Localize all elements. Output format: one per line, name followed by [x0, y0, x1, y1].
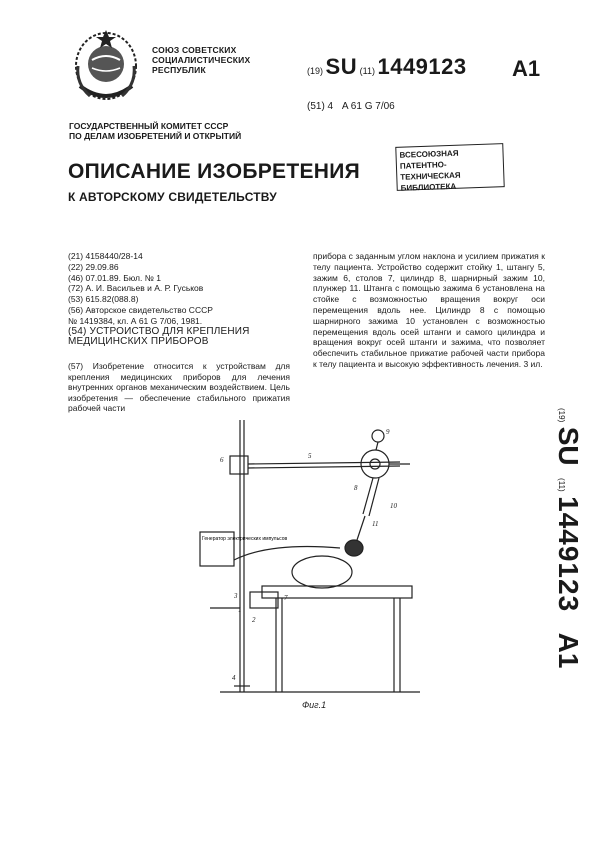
patent-number: 1449123: [377, 54, 467, 79]
callout-5: 5: [308, 452, 312, 460]
kind-code: A1: [512, 56, 541, 81]
bib-line: (72) А. И. Васильев и А. Р. Гуськов: [68, 283, 204, 294]
ipc-class: A 61 G 7/06: [341, 101, 395, 112]
callout-7: 7: [284, 594, 288, 602]
side-prefix: (19): [557, 408, 566, 423]
figure-caption: Фиг.1: [302, 700, 327, 710]
callout-11: 11: [372, 520, 379, 528]
side-mid: (11): [557, 478, 566, 492]
ipc-classification: [307, 101, 395, 112]
stamp-line: ПАТЕНТНО-ТЕХНИЧЕСКАЯ: [399, 160, 461, 182]
committee-line: ГОСУДАРСТВЕННЫЙ КОМИТЕТ СССР: [69, 121, 229, 131]
pub-prefix: (19): [307, 66, 324, 76]
org-line: СОЦИАЛИСТИЧЕСКИХ: [152, 55, 251, 65]
callout-6: 6: [220, 456, 224, 464]
pub-mid: (11): [359, 66, 375, 76]
stamp-line: БИБЛИОТЕКА: [400, 181, 457, 193]
invention-title-line: МЕДИЦИНСКИХ ПРИБОРОВ: [68, 337, 209, 348]
callout-9: 9: [386, 428, 390, 436]
document-subtitle: К АВТОРСКОМУ СВИДЕТЕЛЬСТВУ: [68, 190, 277, 204]
state-emblem: [68, 26, 144, 108]
country-code: SU: [325, 54, 358, 79]
side-country: SU: [553, 426, 584, 466]
device-drawing: [190, 412, 440, 712]
callout-10: 10: [390, 502, 397, 510]
document-title: ОПИСАНИЕ ИЗОБРЕТЕНИЯ: [68, 160, 361, 183]
generator-label: Генератор электрических импульсов: [202, 536, 288, 542]
bibliographic-data: [68, 251, 288, 348]
committee-line: ПО ДЕЛАМ ИЗОБРЕТЕНИЙ И ОТКРЫТИЙ: [69, 131, 242, 141]
invention-title-line: (54) УСТРОЙСТВО ДЛЯ КРЕПЛЕНИЯ: [68, 326, 250, 337]
side-number: 1449123: [553, 496, 584, 613]
stamp-line: ВСЕСОЮЗНАЯ: [399, 148, 459, 160]
publication-number: [307, 54, 467, 80]
callout-8: 8: [354, 484, 358, 492]
callout-2: 2: [252, 616, 256, 624]
committee-block: [69, 121, 241, 141]
org-line: РЕСПУБЛИК: [152, 65, 206, 75]
callout-3: 3: [234, 592, 238, 600]
bib-line: № 1419384, кл. А 61 G 7/06, 1981.: [68, 315, 203, 326]
callout-4: 4: [232, 674, 236, 682]
bib-line: (56) Авторское свидетельство СССР: [68, 304, 213, 315]
bib-line: (22) 29.09.86: [68, 261, 119, 272]
ipc-prefix: (51) 4: [307, 101, 334, 112]
abstract-left-column: (57) Изобретение относится к устройствам для крепления медицинских приборов для лечения внутренних органов механическим воздействием. Цель изобретения — обеспечение стабильного прижатия рабочей части: [68, 361, 290, 414]
bib-line: (46) 07.01.89. Бюл. № 1: [68, 272, 161, 283]
library-stamp: [395, 143, 504, 191]
side-margin-number: [548, 408, 588, 698]
country-org-block: [152, 45, 250, 75]
abstract-right-column: прибора с заданным углом наклона и усилием прижатия к телу пациента. Устройство содержит стойку 1, штангу 5, зажим 6, столов 7, цилиндр 8, шарнирный зажим 10, плунжер 11. Штанга с помощью зажима 6 установлена на стойке с возможностью вращения вокруг оси перемещения вдоль нее. Цилиндр 8 с помощью шарнирного зажима 10 установлен с возможностью перемещения вдоль осей штанги и самого цилиндра и вращения вокруг осей штанги и зажима, что позволяет обеспечить стабильное прижатие рабочей части прибора к телу пациента и высокую эффективность лечения. 3 ил.: [313, 251, 545, 369]
bib-line: (53) 615.82(088.8): [68, 294, 139, 305]
side-kind: A1: [553, 632, 584, 669]
callout-1: 1: [238, 606, 242, 614]
org-line: СОЮЗ СОВЕТСКИХ: [152, 45, 237, 55]
bib-line: (21) 4158440/28-14: [68, 251, 143, 261]
